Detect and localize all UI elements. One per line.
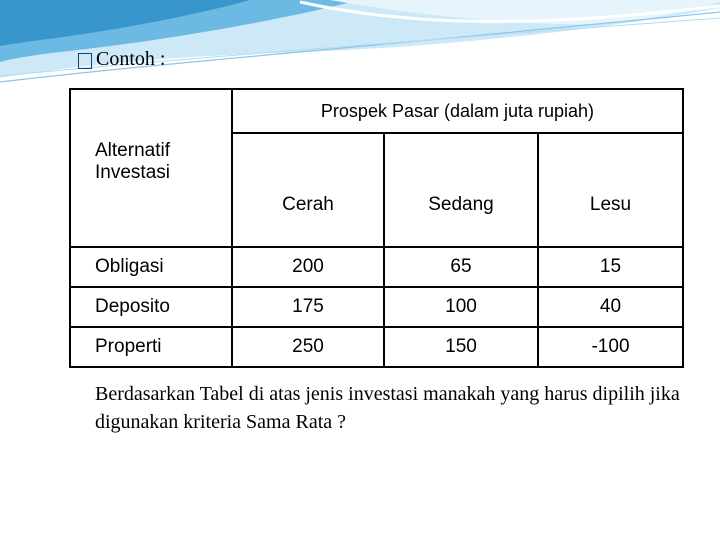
cell-value: 40 <box>538 287 683 327</box>
cell-value: 100 <box>384 287 538 327</box>
question-text: Berdasarkan Tabel di atas jenis investasi manakah yang harus dipilih jika digunakan kriteria Sama Rata ? <box>95 383 680 433</box>
cell-value: 175 <box>232 287 384 327</box>
column-header-cerah: Cerah <box>232 133 384 247</box>
cell-value: 15 <box>538 247 683 287</box>
slide-title <box>78 48 165 71</box>
table-row <box>70 247 683 287</box>
slide-title-text: Contoh : <box>96 48 166 70</box>
cell-value: -100 <box>538 327 683 367</box>
row-label-deposito: Deposito <box>70 287 232 327</box>
column-header-sedang: Sedang <box>384 133 538 247</box>
group-header-cell: Prospek Pasar (dalam juta rupiah) <box>232 89 683 133</box>
cell-value: 250 <box>232 327 384 367</box>
table-header-row-1 <box>70 89 683 133</box>
cell-value: 200 <box>232 247 384 287</box>
table-row <box>70 287 683 327</box>
row-label-obligasi: Obligasi <box>70 247 232 287</box>
cell-value: 150 <box>384 327 538 367</box>
row-header-cell: Alternatif Investasi <box>70 89 232 247</box>
bullet-box-icon <box>78 53 92 69</box>
row-label-properti: Properti <box>70 327 232 367</box>
investment-table <box>69 88 684 368</box>
column-header-lesu: Lesu <box>538 133 683 247</box>
cell-value: 65 <box>384 247 538 287</box>
table-row <box>70 327 683 367</box>
header-wave-decoration <box>0 0 720 90</box>
